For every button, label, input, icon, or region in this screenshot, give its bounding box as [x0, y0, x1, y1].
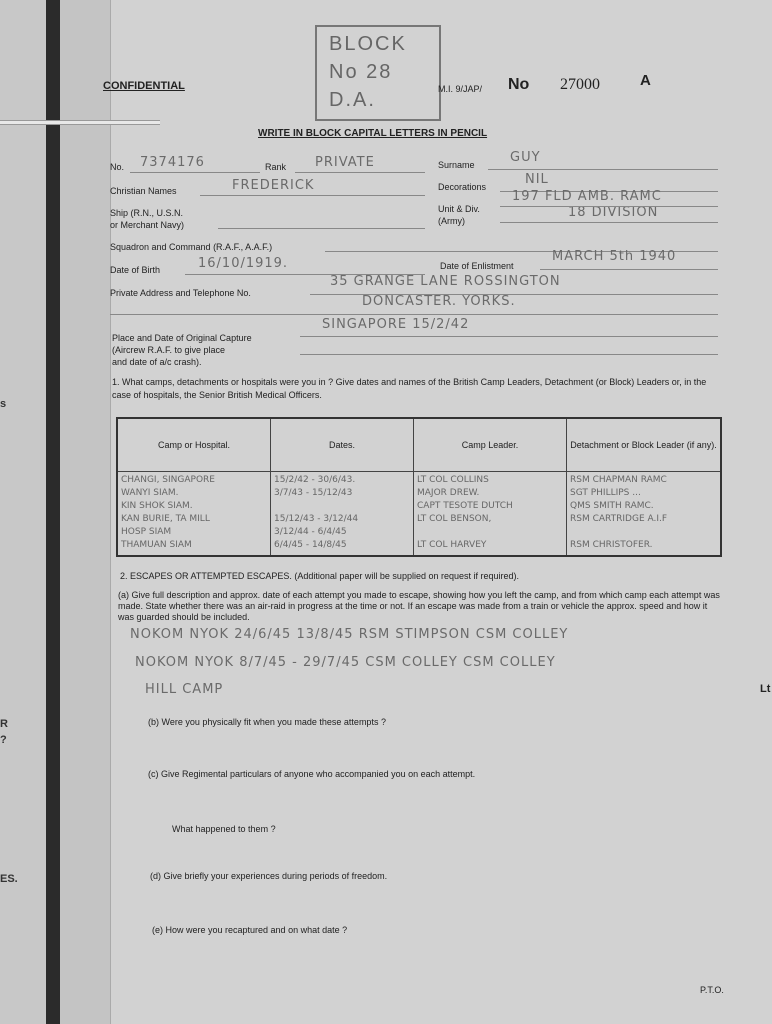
dates-cell: [271, 472, 414, 557]
question-2e: (e) How were you recaptured and on what date ?: [152, 925, 348, 935]
camps-cell: [117, 472, 271, 557]
squadron-label: Squadron and Command (R.A.F., A.A.F.): [110, 242, 273, 252]
q2a-answer: NOKOM NYOK 8/7/45 - 29/7/45 CSM COLLEY CSM COLLEY: [135, 655, 556, 670]
ship-label-2: or Merchant Navy): [110, 220, 185, 230]
q2a-answer: NOKOM NYOK 24/6/45 13/8/45 RSM STIMPSON CSM COLLEY: [130, 627, 569, 642]
date-entry: 3/7/43 - 15/12/43: [274, 488, 353, 498]
capture-label-3: and date of a/c crash).: [112, 357, 202, 367]
decorations-label: Decorations: [438, 182, 487, 192]
enlistment-label: Date of Enlistment: [440, 261, 514, 271]
leader-entry: LT COL BENSON,: [417, 514, 492, 524]
camp-entry: HOSP SIAM: [121, 527, 172, 537]
leader-entry: CAPT TESOTE DUTCH: [417, 501, 513, 511]
ship-label: Ship (R.N., U.S.N.: [110, 208, 184, 218]
left-page-fragment: s: [0, 398, 7, 410]
detachment-entry: RSM CHAPMAN RAMC: [570, 475, 667, 485]
question-2c-followup: What happened to them ?: [172, 824, 276, 834]
q2a-answer: HILL CAMP: [145, 682, 224, 697]
question-2d: (d) Give briefly your experiences during periods of freedom.: [150, 871, 388, 881]
camp-header: Camp or Hospital.: [117, 418, 271, 472]
classification: CONFIDENTIAL: [103, 80, 185, 92]
date-entry: [274, 500, 410, 513]
christian-names-value: FREDERICK: [232, 178, 315, 193]
unit-value-2: 18 DIVISION: [568, 205, 659, 220]
enlistment-value: MARCH 5th 1940: [552, 249, 677, 264]
address-value: 35 GRANGE LANE ROSSINGTON: [330, 274, 561, 289]
unit-label: Unit & Div.: [438, 204, 480, 214]
detachment-entry: RSM CARTRIDGE A.I.F: [570, 514, 668, 524]
question-2: 2. ESCAPES OR ATTEMPTED ESCAPES. (Additional paper will be supplied on request if required).: [120, 571, 520, 581]
rank-value: PRIVATE: [315, 155, 375, 170]
no-label: No.: [110, 162, 125, 172]
right-edge-fragment: Lt: [760, 683, 771, 695]
camp-entry: KIN SHOK SIAM.: [121, 501, 193, 511]
detachment-entry: [570, 526, 717, 539]
camps-table: [116, 417, 722, 557]
stamp-line-1: BLOCK: [329, 33, 407, 55]
left-page-fragment: R: [0, 718, 8, 730]
capture-label-2: (Aircrew R.A.F. to give place: [112, 345, 226, 355]
binding-string: [0, 120, 160, 125]
no-value: 7374176: [140, 155, 205, 170]
dates-header: Dates.: [271, 418, 414, 472]
leader-header: Camp Leader.: [414, 418, 567, 472]
leaders-cell: [414, 472, 567, 557]
leader-entry: [417, 526, 563, 539]
capture-value: SINGAPORE 15/2/42: [322, 317, 470, 332]
address-label: Private Address and Telephone No.: [110, 288, 251, 298]
question-1: 1. What camps, detachments or hospitals were you in ? Give dates and names of the British Camp Leaders, Detachment (or Block) Leaders or, in the case of hospitals, the Senior British Medical Officers.: [112, 377, 707, 400]
question-2a: (a) Give full description and approx. date of each attempt you made to escape, showing how you left the camp, and from which camp each attempt was made. State whether there was an air-raid in progress at the time or not. If an escape was made from a train or vehicle the approx. speed and how it was guarded should be included.: [118, 590, 720, 622]
detachment-cell: [567, 472, 722, 557]
detachment-entry: RSM CHRISTOFER.: [570, 540, 653, 550]
dob-value: 16/10/1919.: [198, 256, 289, 271]
number-suffix: A: [640, 72, 651, 89]
camp-entry: CHANGI, SINGAPORE: [121, 475, 215, 485]
pto: P.T.O.: [700, 985, 724, 995]
camp-entry: KAN BURIE, TA MILL: [121, 514, 210, 524]
date-entry: 3/12/44 - 6/4/45: [274, 527, 347, 537]
date-entry: 15/12/43 - 3/12/44: [274, 514, 359, 524]
unit-label-2: (Army): [438, 216, 465, 226]
camp-entry: WANYI SIAM.: [121, 488, 179, 498]
instruction: WRITE IN BLOCK CAPITAL LETTERS IN PENCIL: [258, 128, 488, 139]
left-page: [0, 0, 46, 1024]
date-entry: 15/2/42 - 30/6/43.: [274, 475, 356, 485]
stamp-line-3: D.A.: [329, 89, 376, 111]
left-page-fragment: ES.: [0, 873, 18, 885]
detachment-header: Detachment or Block Leader (if any).: [567, 418, 722, 472]
back-sheet-edge: [60, 0, 111, 1024]
rank-label: Rank: [265, 162, 287, 172]
decorations-value: NIL: [525, 172, 549, 187]
surname-label: Surname: [438, 160, 475, 170]
christian-names-label: Christian Names: [110, 186, 177, 196]
stamp-line-2: No 28: [329, 61, 393, 83]
block-stamp: [315, 25, 441, 121]
surname-value: GUY: [510, 150, 541, 165]
detachment-entry: QMS SMITH RAMC.: [570, 501, 654, 511]
leader-entry: MAJOR DREW.: [417, 488, 480, 498]
number-value: 27000: [560, 76, 600, 93]
question-2b: (b) Were you physically fit when you made these attempts ?: [148, 717, 386, 727]
date-entry: 6/4/45 - 14/8/45: [274, 540, 347, 550]
detachment-entry: SGT PHILLIPS ...: [570, 488, 641, 498]
leader-entry: LT COL COLLINS: [417, 475, 489, 485]
form-ref: M.I. 9/JAP/: [438, 84, 483, 94]
address-value-2: DONCASTER. YORKS.: [362, 294, 516, 309]
camp-entry: THAMUAN SIAM: [121, 540, 192, 550]
left-page-fragment: ?: [0, 734, 7, 746]
dob-label: Date of Birth: [110, 265, 161, 275]
capture-label: Place and Date of Original Capture: [112, 333, 252, 343]
number-label: No: [508, 76, 530, 93]
binder-gutter: [46, 0, 60, 1024]
unit-value: 197 FLD AMB. RAMC: [512, 189, 662, 204]
question-2c: (c) Give Regimental particulars of anyone who accompanied you on each attempt.: [148, 769, 476, 779]
leader-entry: LT COL HARVEY: [417, 540, 487, 550]
